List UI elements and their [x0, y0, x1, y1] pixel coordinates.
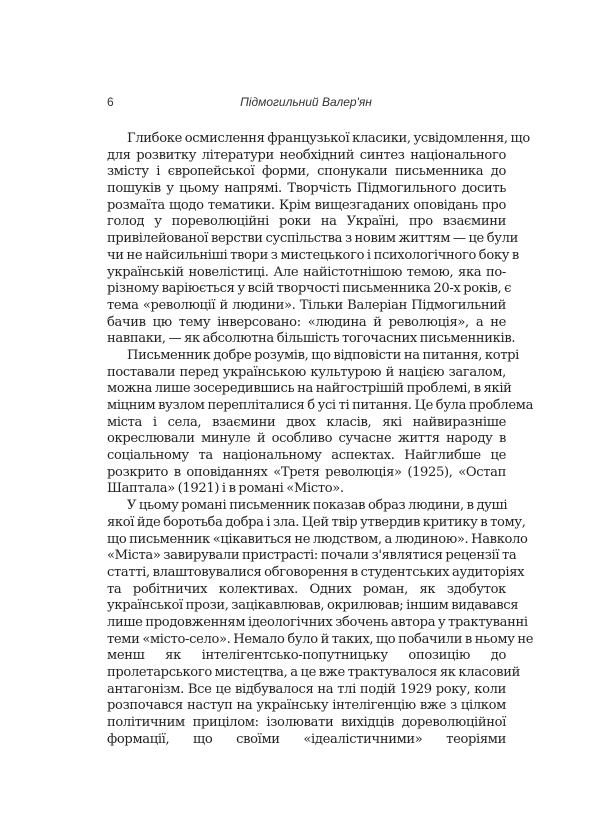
text-line: можна лише зосередившись на найгострішій проблемі, в якій [107, 381, 512, 397]
text-line: формації, що своїми «ідеалістичними» теоріями [107, 731, 506, 747]
text-line: міста і села, взаємини двох класів, які найвиразніше [107, 414, 506, 430]
text-line: У цьому романі письменник показав образ людини, в душі [127, 498, 508, 514]
text-line: лише продовженням ідеологічних збочень автора у трактуванні [107, 614, 528, 630]
text-line: для розвитку літератури необхідний синтез національного [107, 147, 506, 163]
text-line: Письменник добре розумів, що відповісти на питання, котрі [127, 347, 520, 363]
text-line: антагонізм. Все це відбувалося на тлі подій 1929 року, коли [107, 681, 506, 697]
running-header [107, 95, 505, 113]
text-line: різному варіюється у всій творчості письменника 20-х років, є [107, 281, 512, 297]
text-line: пролетарського мистецтва, а це вже трактувалося як класовий [107, 665, 520, 680]
text-line: розпочався наступ на українську інтелігенцію вже з цілком [107, 698, 506, 714]
text-line: окреслювали минуле й особливо сучасне життя народу в [107, 431, 506, 447]
text-line: соціальному та національному аспектах. Найглибше це [107, 448, 506, 464]
body-text [107, 131, 534, 748]
text-line: навпаки, — як абсолютна більшість тогочасних письменників. [107, 331, 516, 347]
text-line: голод у пореволюційні роки на Україні, про взаємини [107, 214, 506, 230]
text-line: змісту і європейської форми, спонукали письменника до [107, 164, 506, 180]
text-line: політичним прицілом: ізолювати вихідців дореволюційної [107, 715, 506, 731]
text-line: бачив цю тему інверсовано: «людина й революція», а не [107, 314, 506, 330]
text-line: «Міста» завирували пристрасті: почали з'являтися рецензії та [107, 548, 517, 564]
text-line: розмаїта щодо тематики. Крім вищезгаданих оповідань про [107, 197, 506, 213]
text-line: чи не найсильніші твори з мистецького і психологічного боку в [107, 247, 519, 263]
text-line: статті, влаштовувалися обговорення в студентських аудиторіях [107, 564, 525, 580]
text-line: що письменник «цікавиться не людством, а людиною». Навколо [107, 531, 528, 547]
text-line: привілейованої верстви суспільства з новим життям — це були [107, 231, 518, 247]
text-line: Шаптала» (1921) і в романі «Місто». [107, 481, 344, 497]
text-line: розкрито в оповіданнях «Третя революція» (1925), «Остап [107, 464, 506, 480]
text-line: української прози, зацікавлював, окрилював; іншим видавався [107, 598, 519, 614]
text-line: теми «місто-село». Немало було й таких, що побачили в ньому не [107, 631, 534, 647]
page-number: 6 [107, 95, 114, 109]
text-line: тема «революції й людини». Тільки Валеріан Підмогильний [107, 297, 506, 313]
text-line: менш як інтелігентсько-попутницьку опозицію до [107, 648, 506, 664]
running-title: Підмогильний Валер'ян [240, 95, 372, 109]
text-line: поставали перед українською культурою й нацією загалом, [107, 364, 506, 380]
text-line: Глибоке осмислення французької класики, усвідомлення, що [127, 131, 530, 146]
text-line: українській новелістиці. Але найістотнішою темою, яка по- [107, 264, 506, 280]
text-line: міцним вузлом перепліталися б усі ті питання. Це була проблема [107, 398, 534, 413]
text-line: якої йде боротьба добра і зла. Цей твір утвердив критику в тому, [107, 514, 526, 530]
text-line: пошуків у цьому напрямі. Творчість Підмогильного досить [107, 181, 506, 197]
text-line: та робітничих колективах. Одних роман, як здобуток [107, 581, 506, 597]
